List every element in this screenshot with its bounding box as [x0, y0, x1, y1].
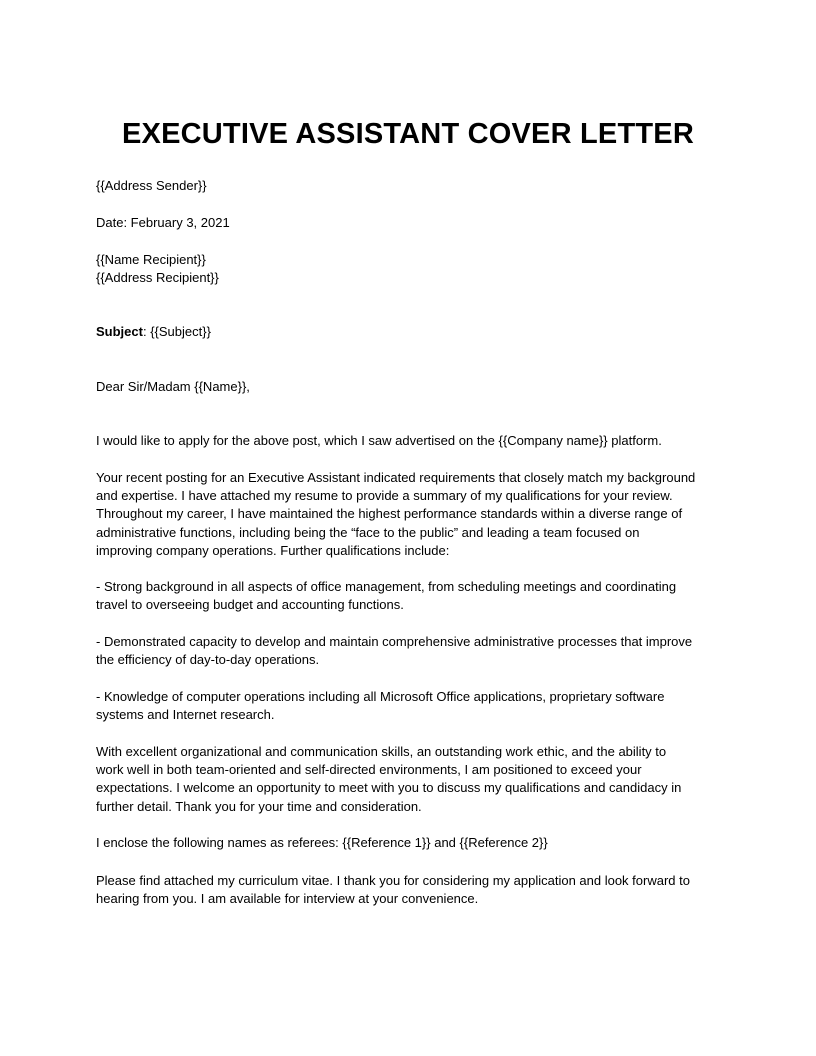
bullet-line: - Knowledge of computer operations including all Microsoft Office applications, proprietary software — [96, 689, 665, 704]
paragraph-posting — [96, 469, 736, 560]
salutation: Dear Sir/Madam {{Name}}, — [96, 379, 250, 394]
bullet-line: - Demonstrated capacity to develop and maintain comprehensive administrative processes that improve — [96, 634, 693, 649]
paragraph-line: Please find attached my curriculum vitae. I thank you for considering my application and look forward to — [96, 873, 690, 888]
bullet-administrative-processes — [96, 633, 736, 669]
paragraph-closing — [96, 872, 736, 908]
paragraph-referees: I enclose the following names as referees: {{Reference 1}} and {{Reference 2}} — [96, 835, 548, 850]
paragraph-line: further detail. Thank you for your time and consideration. — [96, 798, 422, 814]
paragraph-line: hearing from you. I am available for interview at your convenience. — [96, 891, 479, 907]
bullet-line: systems and Internet research. — [96, 707, 275, 723]
bullet-line: travel to overseeing budget and accounting functions. — [96, 597, 404, 613]
address-recipient: {{Address Recipient}} — [96, 270, 219, 285]
paragraph-line: Throughout my career, I have maintained the highest performance standards within a diverse range of — [96, 506, 683, 522]
subject-label: Subject — [96, 324, 143, 339]
paragraph-line: expectations. I welcome an opportunity to meet with you to discuss my qualifications and candidacy in — [96, 780, 682, 796]
paragraph-line: Your recent posting for an Executive Assistant indicated requirements that closely match my background — [96, 470, 696, 485]
bullet-computer-operations — [96, 688, 736, 724]
document-title: EXECUTIVE ASSISTANT COVER LETTER — [122, 118, 694, 150]
paragraph-line: administrative functions, including being the “face to the public” and leading a team focused on — [96, 524, 640, 540]
paragraph-line: and expertise. I have attached my resume to provide a summary of my qualifications for your review. — [96, 488, 673, 504]
address-sender: {{Address Sender}} — [96, 178, 207, 193]
bullet-office-management — [96, 578, 736, 614]
name-recipient: {{Name Recipient}} — [96, 252, 206, 267]
subject-value: : {{Subject}} — [142, 324, 211, 339]
paragraph-intro: I would like to apply for the above post, which I saw advertised on the {{Company name}} platform. — [96, 433, 662, 448]
paragraph-line: With excellent organizational and communication skills, an outstanding work ethic, and the ability to — [96, 744, 667, 759]
subject-line — [96, 323, 736, 341]
bullet-line: - Strong background in all aspects of office management, from scheduling meetings and coordinating — [96, 579, 677, 594]
paragraph-line: work well in both team-oriented and self-directed environments, I am positioned to exceed your — [96, 762, 642, 778]
bullet-line: the efficiency of day-to-day operations. — [96, 652, 320, 668]
paragraph-line: improving company operations. Further qualifications include: — [96, 542, 450, 558]
letter-date: Date: February 3, 2021 — [96, 215, 230, 230]
paragraph-skills — [96, 743, 736, 816]
